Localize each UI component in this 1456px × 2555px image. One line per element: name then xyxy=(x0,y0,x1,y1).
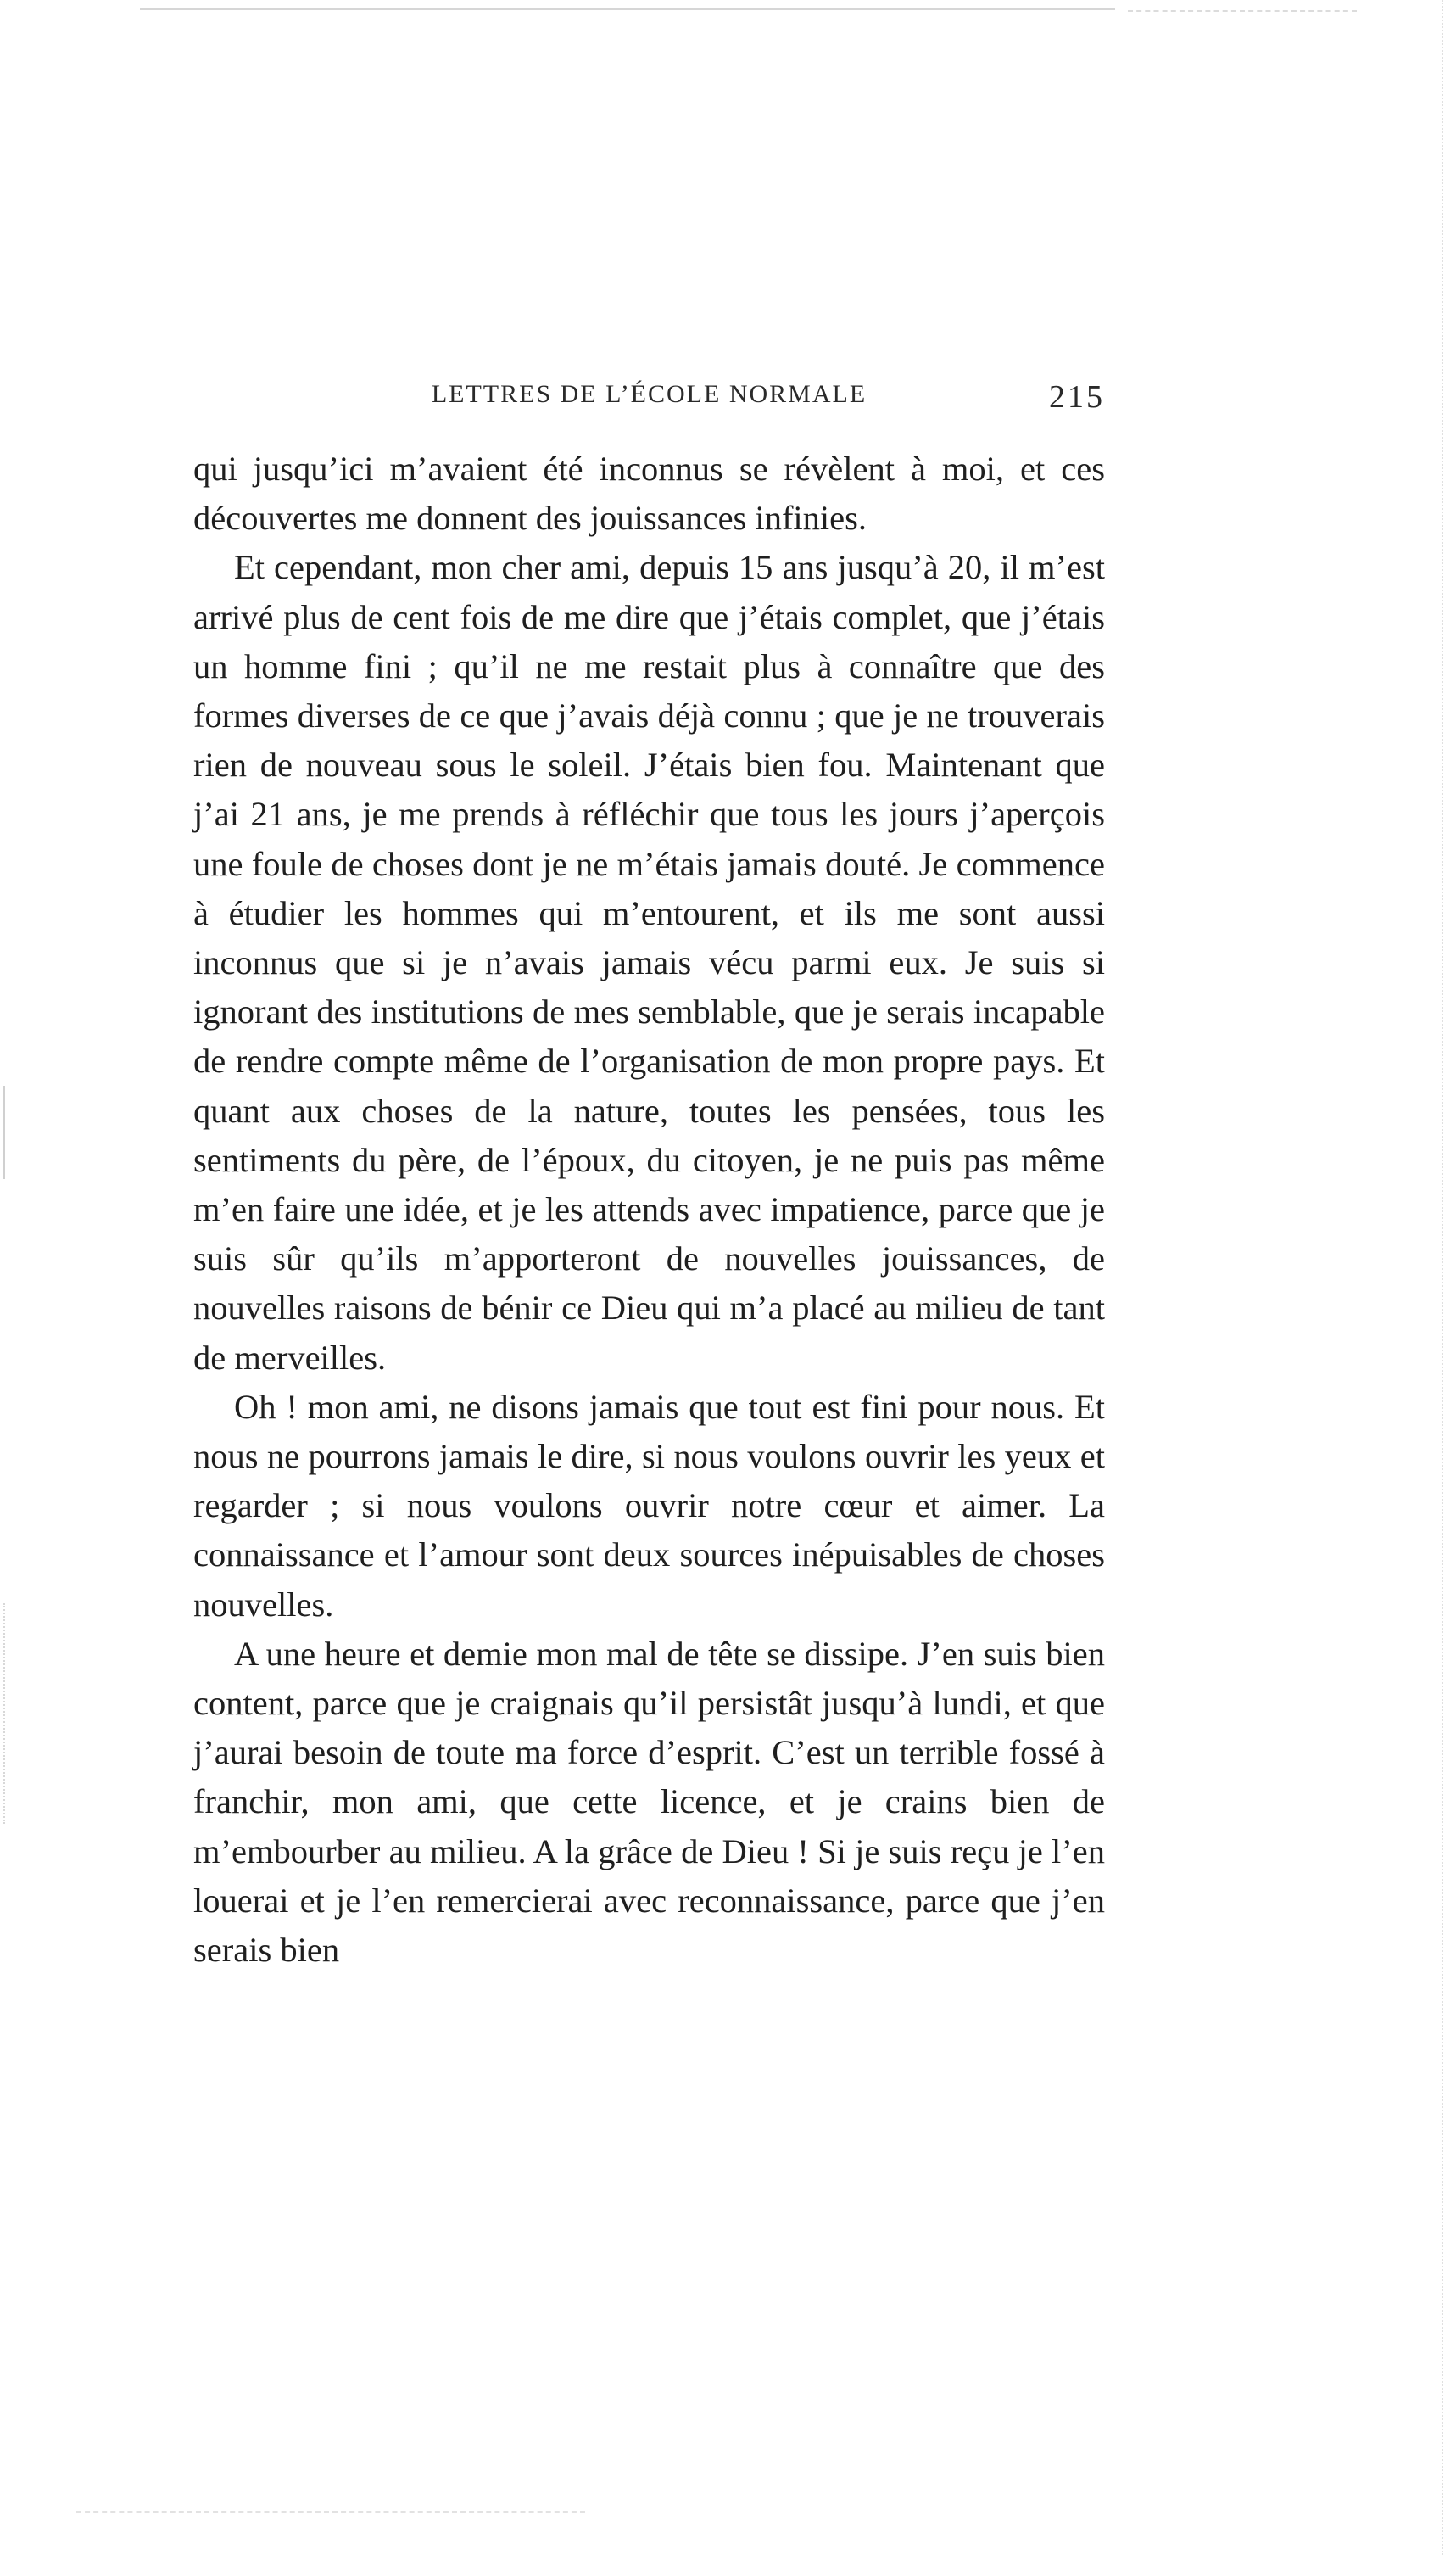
running-head: LETTRES DE L’ÉCOLE NORMALE xyxy=(431,380,867,408)
paragraph: Oh ! mon ami, ne disons jamais que tout est fini pour nous. Et nous ne pourrons jamais le dire, si nous voulons ouvrir les yeux et regarder ; si nous voulons ouvrir notre cœur et aimer. La connaissance et l’amour sont deux sources inépuisables de choses nouvelles. xyxy=(193,1387,1105,1624)
scan-artifact-top-dashes xyxy=(1128,10,1357,12)
paragraph-continuation: qui jusqu’ici m’avaient été inconnus se révèlent à moi, et ces découvertes me donnent des jouissances infinies. xyxy=(193,450,1105,538)
scan-artifact-top-rule xyxy=(140,8,1115,10)
scan-artifact-left-edge xyxy=(3,1086,5,1179)
body-text xyxy=(193,444,1105,1975)
scan-artifact-bottom-dashes xyxy=(76,2511,585,2513)
scan-artifact-left-edge-lower xyxy=(3,1603,5,1824)
paragraph: Et cependant, mon cher ami, depuis 15 ans jusqu’à 20, il m’est arrivé plus de cent fois de me dire que j’étais complet, que j’étais un homme fini ; qu’il ne me restait plus à connaître que des formes diverses de ce que j’avais déjà connu ; que je ne trouverais rien de nouveau sous le soleil. J’étais bien fou. Maintenant que j’ai 21 ans, je me prends à réfléchir que tous les jours j’aperçois une foule de choses dont je ne m’étais jamais douté. Je commence à étudier les hommes qui m’entourent, et ils me sont aussi inconnus que si je n’avais jamais vécu parmi eux. Je suis si ignorant des institutions de mes semblable, que je serais incapable de rendre compte même de l’organisation de mon propre pays. Et quant aux choses de la nature, toutes les pensées, tous les sentiments du père, de l’époux, du citoyen, je ne puis pas même m’en faire une idée, et je les attends avec impatience, parce que je suis sûr qu’ils m’apporteront de nouvelles jouissances, de nouvelles raisons de bénir ce Dieu qui m’a placé au milieu de tant de merveilles. xyxy=(193,548,1105,1377)
scan-artifact-right-edge xyxy=(1442,0,1443,2555)
page-number: 215 xyxy=(1049,379,1105,415)
paragraph: A une heure et demie mon mal de tête se dissipe. J’en suis bien content, parce que je craignais qu’il persistât jusqu’à lundi, et que j’aurai besoin de toute ma force d’esprit. C’est un terrible fossé à franchir, mon ami, que cette licence, et je crains bien de m’embourber au milieu. A la grâce de Dieu ! Si je suis reçu je l’en louerai et je l’en remercierai avec reconnaissance, parce que j’en serais bien xyxy=(193,1634,1105,1970)
page-header xyxy=(193,380,1105,422)
